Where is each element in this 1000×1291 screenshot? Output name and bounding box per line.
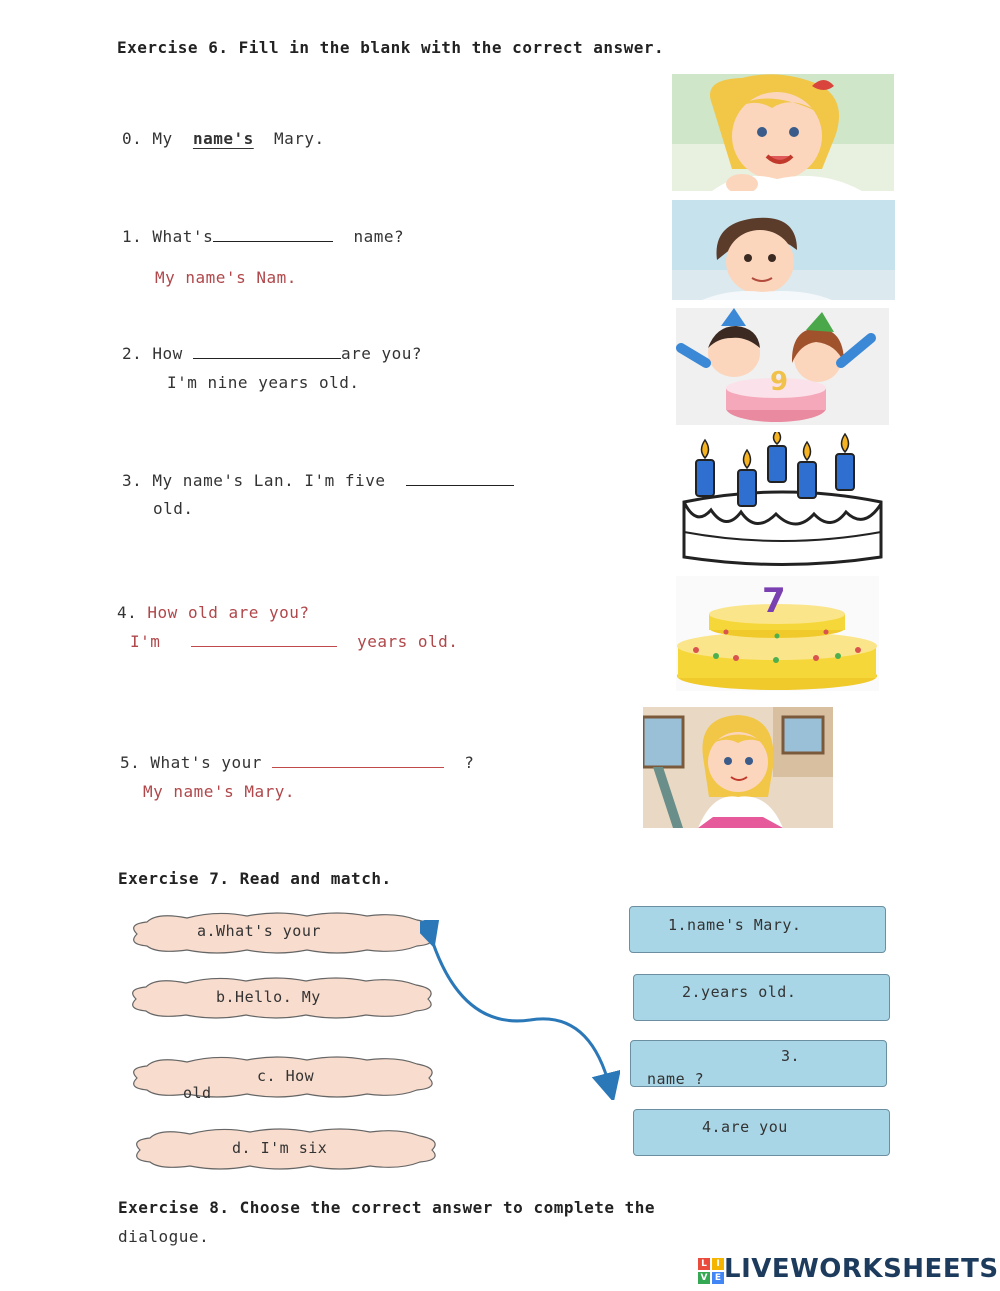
- match-box-1-label: 1.name's Mary.: [668, 916, 802, 934]
- blank-q2[interactable]: [193, 357, 341, 359]
- question-4-line2: I'm years old.: [130, 632, 459, 651]
- boy-nam-picture: [672, 200, 895, 300]
- cake-seven-picture: [676, 576, 879, 691]
- match-box-4[interactable]: [633, 1109, 890, 1156]
- question-1: 1. What's name?: [122, 227, 405, 246]
- cake-candles-picture: [676, 432, 889, 568]
- question-0: 0. My name's Mary.: [122, 129, 325, 148]
- blank-q3[interactable]: [406, 484, 514, 486]
- girl-mary-house-picture: [643, 707, 833, 828]
- match-arrow: [420, 920, 620, 1100]
- cloud-c-extra: old: [183, 1084, 212, 1102]
- cake-number-7: 7: [762, 581, 786, 621]
- cloud-option-c[interactable]: [127, 1054, 439, 1100]
- question-4: 4. How old are you?: [117, 603, 310, 622]
- cloud-a-label: a.What's your: [197, 922, 321, 940]
- blank-q5[interactable]: [272, 766, 444, 768]
- match-box-3-label: 3.: [781, 1047, 801, 1065]
- cloud-option-b[interactable]: [126, 975, 438, 1021]
- blank-q1[interactable]: [213, 240, 333, 242]
- match-box-3[interactable]: [630, 1040, 887, 1087]
- liveworksheets-logo-icon: L I V E: [698, 1258, 724, 1284]
- exercise-8-title-line2: dialogue.: [118, 1227, 210, 1246]
- blank-q4[interactable]: [191, 645, 337, 647]
- exercise-6-title: Exercise 6. Fill in the blank with the correct answer.: [117, 38, 665, 57]
- cloud-option-a[interactable]: [127, 910, 439, 956]
- question-5: 5. What's your ?: [120, 753, 475, 772]
- answer-q2: I'm nine years old.: [167, 373, 360, 392]
- match-box-2-label: 2.years old.: [682, 983, 797, 1001]
- cloud-option-d[interactable]: [130, 1126, 442, 1172]
- exercise-7-title: Exercise 7. Read and match.: [118, 869, 392, 888]
- question-3: 3. My name's Lan. I'm five: [122, 471, 514, 490]
- liveworksheets-brand[interactable]: LIVEWORKSHEETS: [724, 1254, 999, 1284]
- answer-q1: My name's Nam.: [155, 268, 297, 287]
- cake-number-9: 9: [770, 367, 789, 397]
- cloud-d-label: d. I'm six: [232, 1139, 328, 1157]
- example-answer: name's: [192, 129, 254, 148]
- match-box-4-label: 4.are you: [702, 1118, 788, 1136]
- match-box-3-extra: name ?: [647, 1070, 705, 1088]
- match-box-2[interactable]: [633, 974, 890, 1021]
- girl-mary-picture: [672, 74, 894, 191]
- cloud-b-label: b.Hello. My: [216, 988, 321, 1006]
- question-2: 2. How are you?: [122, 344, 422, 363]
- question-3-line2: old.: [153, 499, 194, 518]
- exercise-8-title: Exercise 8. Choose the correct answer to complete the: [118, 1198, 656, 1217]
- match-box-1[interactable]: [629, 906, 886, 953]
- birthday-kids-picture: [676, 308, 889, 425]
- cloud-c-label: c. How: [257, 1067, 315, 1085]
- answer-q5: My name's Mary.: [143, 782, 295, 801]
